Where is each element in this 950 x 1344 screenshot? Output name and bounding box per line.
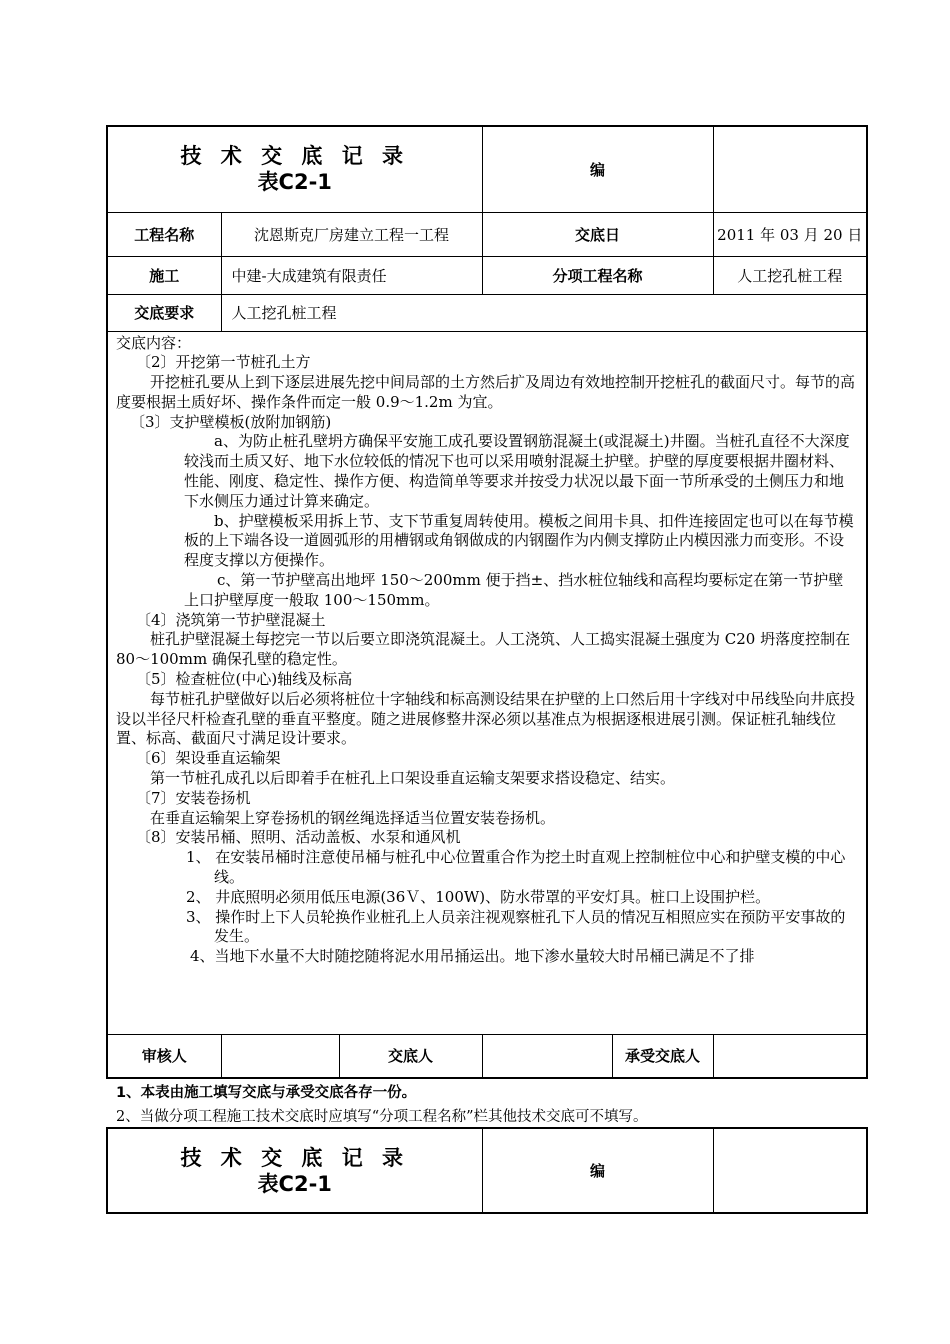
disclosure-record-table <box>106 125 868 1079</box>
reviewer-field[interactable] <box>221 1034 339 1078</box>
section-title: 〔4〕浇筑第一节护壁混凝土 <box>136 610 326 629</box>
code-value <box>713 126 867 212</box>
form-code-title: 表C2-1 <box>257 170 332 195</box>
discloser-field[interactable] <box>482 1034 612 1078</box>
list-item: 3、 操作时上下人员轮换作业桩孔上人员亲注视观察桩孔下人员的情况互相照应实在预防平安事故的发生。 <box>186 907 846 946</box>
section-body: 每节桩孔护壁做好以后必须将桩位十字轴线和标高测设结果在护壁的上口然后用十字线对中吊线坠向井底投设以半径尺杆检查孔壁的垂直平整度。随之进展修整井深必须以基准点为根据逐根进展引测。保证桩孔轴线位置、标高、截面尺寸满足设计要求。 <box>116 689 856 748</box>
section-title: 〔3〕支护壁模板(放附加钢筋) <box>130 412 332 431</box>
section-body: 桩孔护壁混凝土每挖完一节以后要立即浇筑混凝土。人工浇筑、人工捣实混凝土强度为 C20 坍落度控制在 80～100mm 确保孔壁的稳定性。 <box>116 630 851 669</box>
note-1: 1、本表由施工填写交底与承受交底各存一份。 <box>116 1085 417 1101</box>
section-title: 〔6〕架设垂直运输架 <box>136 749 281 768</box>
construction-label: 施工 <box>107 256 221 294</box>
receiver-label: 承受交底人 <box>612 1034 713 1078</box>
discloser-label: 交底人 <box>339 1034 482 1078</box>
date-value: 2011 年 03 月 20 日 <box>713 212 867 256</box>
code-value <box>713 1128 867 1213</box>
project-name-value: 沈恩斯克厂房建立工程一工程 <box>221 212 482 256</box>
project-name-label: 工程名称 <box>107 212 221 256</box>
form-title <box>107 126 482 212</box>
disclosure-record-table-2 <box>106 1127 868 1214</box>
form-title <box>107 1128 482 1213</box>
form-title-main: 技 术 交 底 记 录 <box>180 1145 410 1170</box>
subitem-value: 人工挖孔桩工程 <box>713 256 867 294</box>
form-code-title: 表C2-1 <box>257 1171 332 1196</box>
construction-value: 中建-大成建筑有限责任 <box>221 256 482 294</box>
section-item: c、第一节护壁高出地坪 150～200mm 便于挡±、挡水桩位轴线和高程均要标定在第一节护壁上口护壁厚度一般取 100～150mm。 <box>184 571 844 609</box>
requirement-label: 交底要求 <box>107 294 221 331</box>
section-item: a、为防止桩孔壁坍方确保平安施工成孔要设置钢筋混凝土(或混凝土)井圈。当桩孔直径不大深度较浅而土质又好、地下水位较低的情况下也可以采用喷射混凝土护壁。护壁的厚度要根据井圈材料、性能、刚度、稳定性、操作方便、构造简单等要求并按受力状况以最下面一节所承受的土侧压力和地下水侧压力通过计算来确定。 <box>184 432 850 510</box>
requirement-value: 人工挖孔桩工程 <box>221 294 867 331</box>
disclosure-content <box>107 331 867 1034</box>
reviewer-label: 审核人 <box>107 1034 221 1078</box>
section-body: 开挖桩孔要从上到下逐层进展先挖中间局部的土方然后扩及周边有效地控制开挖桩孔的截面尺寸。每节的高度要根据土质好坏、操作条件而定一般 0.9～1.2m 为宜。 <box>116 373 856 411</box>
section-body: 第一节桩孔成孔以后即着手在桩孔上口架设垂直运输支架要求搭设稳定、结实。 <box>150 769 676 788</box>
form-title-main: 技 术 交 底 记 录 <box>180 144 410 169</box>
list-item: 4、当地下水量不大时随挖随将泥水用吊捅运出。地下渗水量较大时吊桶已满足不了排 <box>190 947 755 966</box>
list-item: 1、 在安装吊桶时注意使吊桶与桩孔中心位置重合作为挖土时直观上控制桩位中心和护壁支模的中心线。 <box>186 848 846 887</box>
code-label: 编 <box>482 126 713 212</box>
section-title: 〔8〕安装吊桶、照明、活动盖板、水泵和通风机 <box>136 828 461 847</box>
list-item: 2、 井底照明必须用低压电源(36Ｖ、100W)、防水带罩的平安灯具。桩口上设围护栏。 <box>186 887 771 906</box>
note-2: 2、当做分项工程施工技术交底时应填写“分项工程名称”栏其他技术交底可不填写。 <box>116 1109 648 1125</box>
section-title: 〔5〕检查桩位(中心)轴线及标高 <box>136 670 353 689</box>
date-label: 交底日 <box>482 212 713 256</box>
subitem-label: 分项工程名称 <box>482 256 713 294</box>
content-heading: 交底内容： <box>116 333 192 352</box>
receiver-field[interactable] <box>713 1034 867 1078</box>
code-label: 编 <box>482 1128 713 1213</box>
section-title: 〔2〕开挖第一节桩孔土方 <box>136 353 311 372</box>
section-item: b、护壁模板采用拆上节、支下节重复周转使用。模板之间用卡具、扣件连接固定也可以在每节模板的上下端各设一道圆弧形的用槽钢或角钢做成的内钢圈作为内侧支撑防止内模因涨力而变形。不设程度支撑以方便操作。 <box>184 511 854 570</box>
section-title: 〔7〕安装卷扬机 <box>136 788 251 807</box>
section-body: 在垂直运输架上穿卷扬机的钢丝绳选择适当位置安装卷扬机。 <box>150 808 556 827</box>
